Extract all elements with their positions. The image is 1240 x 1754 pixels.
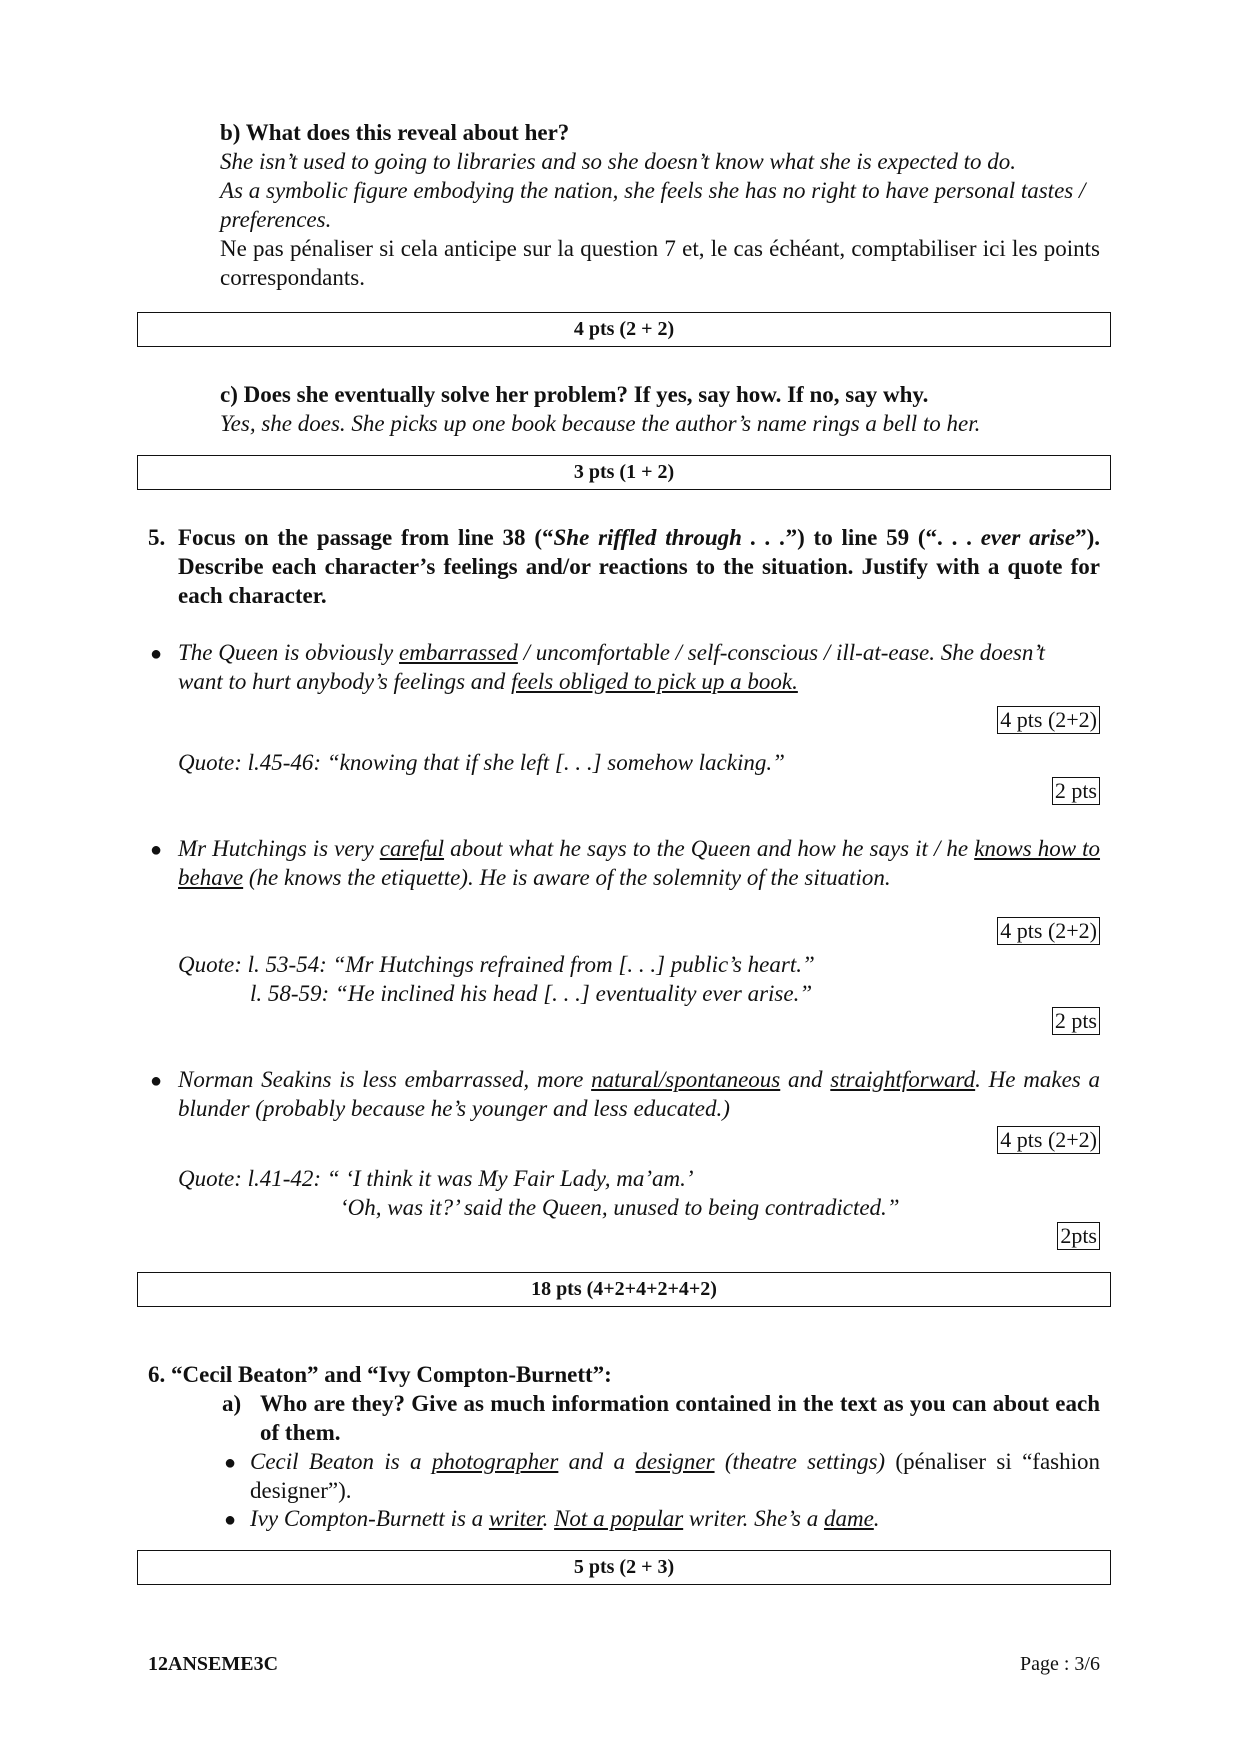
hutchings-quote-1: Quote: l. 53-54: “Mr Hutchings refrained from [. . .] public’s heart.” bbox=[178, 952, 815, 977]
seakins-quote-2: ‘Oh, was it?’ said the Queen, unused to being contradicted.” bbox=[340, 1195, 900, 1220]
q4b-note: Ne pas pénaliser si cela anticipe sur la question 7 et, le cas échéant, comptabiliser ici les points correspondants. bbox=[220, 236, 1100, 290]
queen-quote: Quote: l.45-46: “knowing that if she left [. . .] somehow lacking.” bbox=[178, 750, 785, 775]
q6a-label: a) bbox=[222, 1391, 242, 1416]
q4b-answer-2: As a symbolic figure embodying the nation, she feels she has no right to have personal tastes / preferences. bbox=[220, 178, 1086, 232]
q4b-question: b) What does this reveal about her? bbox=[220, 120, 570, 145]
q5-number: 5. bbox=[148, 525, 166, 550]
hutchings-quote-2: l. 58-59: “He inclined his head [. . .] eventuality ever arise.” bbox=[250, 981, 813, 1006]
page-number: Page : 3/6 bbox=[1020, 1653, 1100, 1675]
hutchings-answer: Mr Hutchings is very careful about what he says to the Queen and how he says it / he knows how to behave (he knows the etiquette). He is aware of the solemnity of the situation. bbox=[178, 836, 1101, 890]
q4b-answer-1: She isn’t used to going to libraries and so she doesn’t know what she is expected to do. bbox=[220, 149, 1016, 174]
bullet-ivy: ● bbox=[224, 1509, 237, 1531]
bullet-hutchings: ● bbox=[150, 839, 163, 861]
q6a-question: Who are they? Give as much information contained in the text as you can about each of them. bbox=[260, 1391, 1100, 1445]
q4c-points-box: 3 pts (1 + 2) bbox=[137, 455, 1111, 490]
queen-quote-points: 2 pts bbox=[1052, 777, 1100, 805]
seakins-points: 4 pts (2+2) bbox=[997, 1126, 1100, 1154]
bullet-seakins: ● bbox=[150, 1070, 163, 1092]
q4c-question: c) Does she eventually solve her problem? If yes, say how. If no, say why. bbox=[220, 382, 929, 407]
ivy-answer: Ivy Compton-Burnett is a writer. Not a popular writer. She’s a dame. bbox=[250, 1506, 880, 1531]
seakins-quote-1: Quote: l.41-42: “ ‘I think it was My Fair Lady, ma’am.’ bbox=[178, 1166, 694, 1191]
seakins-answer: Norman Seakins is less embarrassed, more natural/spontaneous and straightforward. He makes a blunder (probably because he’s younger and less educated.) bbox=[178, 1067, 1101, 1121]
bullet-beaton: ● bbox=[224, 1452, 237, 1474]
hutchings-points: 4 pts (2+2) bbox=[997, 917, 1100, 945]
q5-points-box: 18 pts (4+2+4+2+4+2) bbox=[137, 1272, 1111, 1307]
q4b-points-box: 4 pts (2 + 2) bbox=[137, 312, 1111, 347]
queen-points: 4 pts (2+2) bbox=[997, 706, 1100, 734]
q5-question: Focus on the passage from line 38 (“She riffled through . . .”) to line 59 (“. . . ever arise”). Describe each character’s feelings and/or reactions to the situation. Justify with a quote for each character. bbox=[178, 525, 1100, 608]
q6-points-box: 5 pts (2 + 3) bbox=[137, 1550, 1111, 1585]
footer-code: 12ANSEME3C bbox=[148, 1653, 279, 1675]
seakins-quote-points: 2pts bbox=[1057, 1222, 1100, 1250]
bullet-queen: ● bbox=[150, 643, 163, 665]
hutchings-quote-points: 2 pts bbox=[1052, 1007, 1100, 1035]
q4c-answer: Yes, she does. She picks up one book because the author’s name rings a bell to her. bbox=[220, 411, 981, 436]
beaton-answer: Cecil Beaton is a photographer and a designer (theatre settings) (pénaliser si “fashion designer”). bbox=[250, 1449, 1101, 1503]
queen-answer: The Queen is obviously embarrassed / uncomfortable / self-conscious / ill-at-ease. She doesn’t want to hurt anybody’s feelings and feels obliged to pick up a book. bbox=[178, 640, 1045, 694]
q6-heading: 6. “Cecil Beaton” and “Ivy Compton-Burnett”: bbox=[148, 1362, 612, 1387]
